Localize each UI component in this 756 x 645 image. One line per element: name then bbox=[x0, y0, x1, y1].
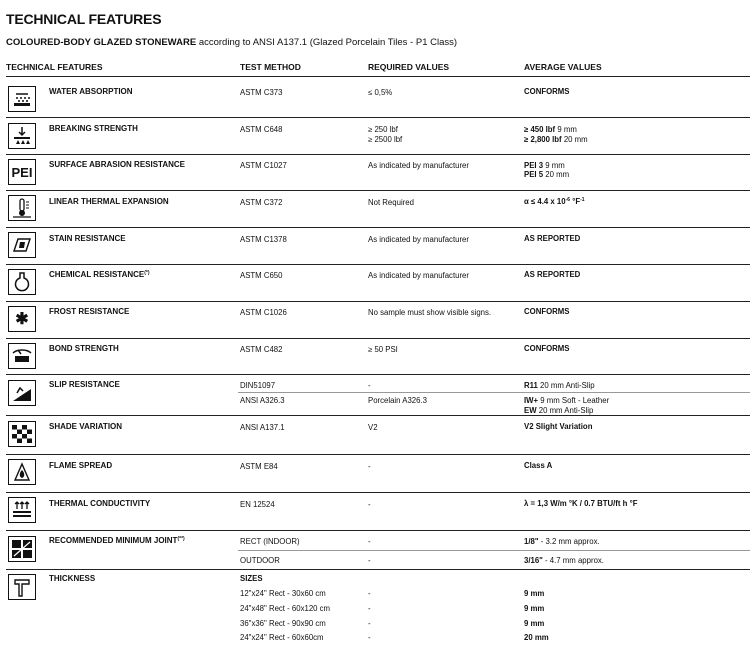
row-divider bbox=[6, 154, 750, 155]
header-average: AVERAGE VALUES bbox=[524, 62, 602, 72]
breaking-avg1-rest: 9 mm bbox=[555, 125, 577, 134]
flame-spread-required: - bbox=[368, 462, 371, 471]
abrasion-avg1-rest: 9 mm bbox=[543, 161, 565, 170]
slip-resistance-average-3 bbox=[524, 406, 593, 415]
abrasion-avg2-bold: PEI 5 bbox=[524, 170, 544, 179]
shade-variation-average: V2 Slight Variation bbox=[524, 422, 593, 431]
flame-icon bbox=[8, 459, 36, 485]
slip-resistance-average-1 bbox=[524, 381, 595, 390]
row-divider bbox=[6, 415, 750, 416]
thickness-value-1: 9 mm bbox=[524, 589, 545, 598]
minimum-joint-method-1: RECT (INDOOR) bbox=[240, 537, 300, 546]
surface-abrasion-required: As indicated by manufacturer bbox=[368, 161, 469, 170]
thickness-required-1: - bbox=[368, 589, 371, 598]
minimum-joint-required-1: - bbox=[368, 537, 371, 546]
flask-icon bbox=[8, 269, 36, 295]
water-absorption-average: CONFORMS bbox=[524, 87, 570, 96]
surface-abrasion-average-2 bbox=[524, 170, 569, 179]
shade-variation-name: SHADE VARIATION bbox=[49, 422, 123, 431]
row-divider bbox=[6, 492, 750, 493]
slip-resistance-required-1: - bbox=[368, 381, 371, 390]
snowflake-icon: ✱ bbox=[8, 306, 36, 332]
joint-grid-icon bbox=[8, 536, 36, 562]
frost-resistance-required: No sample must show visible signs. bbox=[368, 308, 492, 317]
frost-resistance-method: ASTM C1026 bbox=[240, 308, 287, 317]
thermal-conductivity-name: THERMAL CONDUCTIVITY bbox=[49, 499, 151, 508]
thermal-conductivity-method: EN 12524 bbox=[240, 500, 275, 509]
slip-icon bbox=[8, 380, 36, 406]
slip-avg3-bold: EW bbox=[524, 406, 537, 415]
joint-sub-divider bbox=[238, 550, 750, 551]
water-absorption-required: ≤ 0,5% bbox=[368, 88, 393, 97]
thermal-conductivity-average: λ = 1,3 W/m °K / 0.7 BTU/ft h °F bbox=[524, 499, 638, 508]
slip-avg1-bold: R11 bbox=[524, 381, 538, 390]
slip-resistance-average-2 bbox=[524, 396, 609, 405]
abrasion-avg2-rest: 20 mm bbox=[543, 170, 570, 179]
thermal-conductivity-required: - bbox=[368, 500, 371, 509]
thickness-value-4: 20 mm bbox=[524, 633, 549, 642]
thermal-expansion-name: LINEAR THERMAL EXPANSION bbox=[49, 197, 169, 206]
row-divider bbox=[6, 264, 750, 265]
slip-sub-divider bbox=[238, 392, 750, 393]
chemical-resistance-average: AS REPORTED bbox=[524, 270, 581, 279]
thickness-required-4: - bbox=[368, 633, 371, 642]
surface-abrasion-method: ASTM C1027 bbox=[240, 161, 287, 170]
surface-abrasion-average-1 bbox=[524, 161, 565, 170]
slip-resistance-method-1: DIN51097 bbox=[240, 381, 276, 390]
minimum-joint-average-2 bbox=[524, 556, 604, 565]
slip-avg2-bold: IW+ bbox=[524, 396, 539, 405]
header-method: TEST METHOD bbox=[240, 62, 301, 72]
surface-abrasion-name: SURFACE ABRASION RESISTANCE bbox=[49, 160, 186, 169]
stain-resistance-name: STAIN RESISTANCE bbox=[49, 234, 126, 243]
joint-avg2-rest: - 4.7 mm approx. bbox=[542, 556, 604, 565]
stain-resistance-required: As indicated by manufacturer bbox=[368, 235, 469, 244]
thermal-avg-unit-sup: -1 bbox=[580, 197, 585, 203]
breaking-strength-required-1: ≥ 250 lbf bbox=[368, 125, 398, 134]
minimum-joint-average-1 bbox=[524, 537, 600, 546]
bond-strength-icon bbox=[8, 343, 36, 369]
thickness-required-2: - bbox=[368, 604, 371, 613]
row-divider bbox=[6, 569, 750, 570]
row-divider bbox=[6, 530, 750, 531]
breaking-strength-icon bbox=[8, 123, 36, 149]
thickness-sizes-label: SIZES bbox=[240, 574, 263, 583]
chemical-name-sup: (*) bbox=[144, 270, 150, 276]
joint-avg2-bold: 3/16" bbox=[524, 556, 543, 565]
breaking-avg1-bold: ≥ 450 lbf bbox=[524, 125, 556, 134]
thermal-avg-main: α ≤ 4.4 x 10 bbox=[524, 197, 566, 206]
thickness-name: THICKNESS bbox=[49, 574, 96, 583]
breaking-strength-average-1 bbox=[524, 125, 577, 134]
thickness-size-2: 24"x48" Rect - 60x120 cm bbox=[240, 604, 331, 613]
pei-icon-text: PEI bbox=[11, 164, 33, 180]
thermal-avg-sup: -6 bbox=[565, 197, 571, 203]
breaking-strength-average-2 bbox=[524, 135, 588, 144]
thickness-value-2: 9 mm bbox=[524, 604, 545, 613]
breaking-avg2-rest: 20 mm bbox=[561, 135, 588, 144]
thickness-value-3: 9 mm bbox=[524, 619, 545, 628]
chemical-resistance-required: As indicated by manufacturer bbox=[368, 271, 469, 280]
bond-strength-name: BOND STRENGTH bbox=[49, 344, 119, 353]
row-divider bbox=[6, 338, 750, 339]
frost-resistance-average: CONFORMS bbox=[524, 307, 570, 316]
thermal-expansion-method: ASTM C372 bbox=[240, 198, 283, 207]
water-absorption-name: WATER ABSORPTION bbox=[49, 87, 133, 96]
pei-icon bbox=[8, 159, 36, 185]
chemical-resistance-method: ASTM C650 bbox=[240, 271, 283, 280]
breaking-strength-method: ASTM C648 bbox=[240, 125, 283, 134]
flame-spread-average: Class A bbox=[524, 461, 553, 470]
joint-name-text: RECOMMENDED MINIMUM JOINT bbox=[49, 536, 178, 545]
stain-icon bbox=[8, 232, 36, 258]
header-divider bbox=[6, 76, 750, 77]
header-features: TECHNICAL FEATURES bbox=[6, 62, 103, 72]
minimum-joint-method-2: OUTDOOR bbox=[240, 556, 280, 565]
slip-resistance-method-2: ANSI A326.3 bbox=[240, 396, 285, 405]
bond-strength-method: ASTM C482 bbox=[240, 345, 283, 354]
slip-resistance-required-2: Porcelain A326.3 bbox=[368, 396, 427, 405]
row-divider bbox=[6, 301, 750, 302]
thickness-size-1: 12"x24" Rect - 30x60 cm bbox=[240, 589, 326, 598]
subtitle-rest: according to ANSI A137.1 (Glazed Porcelain Tiles - P1 Class) bbox=[196, 37, 458, 48]
slip-avg3-rest: 20 mm Anti-Slip bbox=[536, 406, 594, 415]
chemical-resistance-name bbox=[49, 270, 150, 279]
abrasion-avg1-bold: PEI 3 bbox=[524, 161, 544, 170]
caliper-icon bbox=[8, 574, 36, 600]
row-divider bbox=[6, 227, 750, 228]
subtitle-bold: COLOURED-BODY GLAZED STONEWARE bbox=[6, 37, 197, 48]
joint-avg1-rest: - 3.2 mm approx. bbox=[538, 537, 600, 546]
checkerboard-icon bbox=[8, 421, 36, 447]
bond-strength-required: ≥ 50 PSI bbox=[368, 345, 398, 354]
thermal-expansion-average bbox=[524, 197, 585, 206]
row-divider bbox=[6, 117, 750, 118]
breaking-strength-name: BREAKING STRENGTH bbox=[49, 124, 138, 133]
minimum-joint-required-2: - bbox=[368, 556, 371, 565]
water-absorption-method: ASTM C373 bbox=[240, 88, 283, 97]
joint-avg1-bold: 1/8" bbox=[524, 537, 539, 546]
stain-resistance-method: ASTM C1378 bbox=[240, 235, 287, 244]
subtitle bbox=[6, 37, 457, 48]
chemical-name-text: CHEMICAL RESISTANCE bbox=[49, 270, 145, 279]
thermal-expansion-required: Not Required bbox=[368, 198, 414, 207]
thermometer-icon bbox=[8, 195, 36, 221]
row-divider bbox=[6, 454, 750, 455]
breaking-avg2-bold: ≥ 2,800 lbf bbox=[524, 135, 562, 144]
thermal-avg-unit: °F bbox=[570, 197, 581, 206]
breaking-strength-required-2: ≥ 2500 lbf bbox=[368, 135, 403, 144]
thickness-size-4: 24"x24" Rect - 60x60cm bbox=[240, 633, 324, 642]
shade-variation-required: V2 bbox=[368, 423, 378, 432]
page-title: TECHNICAL FEATURES bbox=[6, 11, 162, 27]
frost-resistance-name: FROST RESISTANCE bbox=[49, 307, 130, 316]
row-divider bbox=[6, 374, 750, 375]
water-drops-icon bbox=[8, 86, 36, 112]
flame-spread-name: FLAME SPREAD bbox=[49, 461, 113, 470]
thickness-required-3: - bbox=[368, 619, 371, 628]
thickness-size-3: 36"x36" Rect - 90x90 cm bbox=[240, 619, 326, 628]
bond-strength-average: CONFORMS bbox=[524, 344, 570, 353]
heat-transfer-icon bbox=[8, 497, 36, 523]
slip-resistance-name: SLIP RESISTANCE bbox=[49, 380, 120, 389]
minimum-joint-name bbox=[49, 536, 185, 545]
row-divider bbox=[6, 190, 750, 191]
flame-spread-method: ASTM E84 bbox=[240, 462, 278, 471]
slip-avg1-rest: 20 mm Anti-Slip bbox=[537, 381, 595, 390]
header-required: REQUIRED VALUES bbox=[368, 62, 450, 72]
shade-variation-method: ANSI A137.1 bbox=[240, 423, 285, 432]
slip-avg2-rest: 9 mm Soft - Leather bbox=[538, 396, 610, 405]
stain-resistance-average: AS REPORTED bbox=[524, 234, 581, 243]
joint-name-sup: (**) bbox=[177, 536, 185, 542]
